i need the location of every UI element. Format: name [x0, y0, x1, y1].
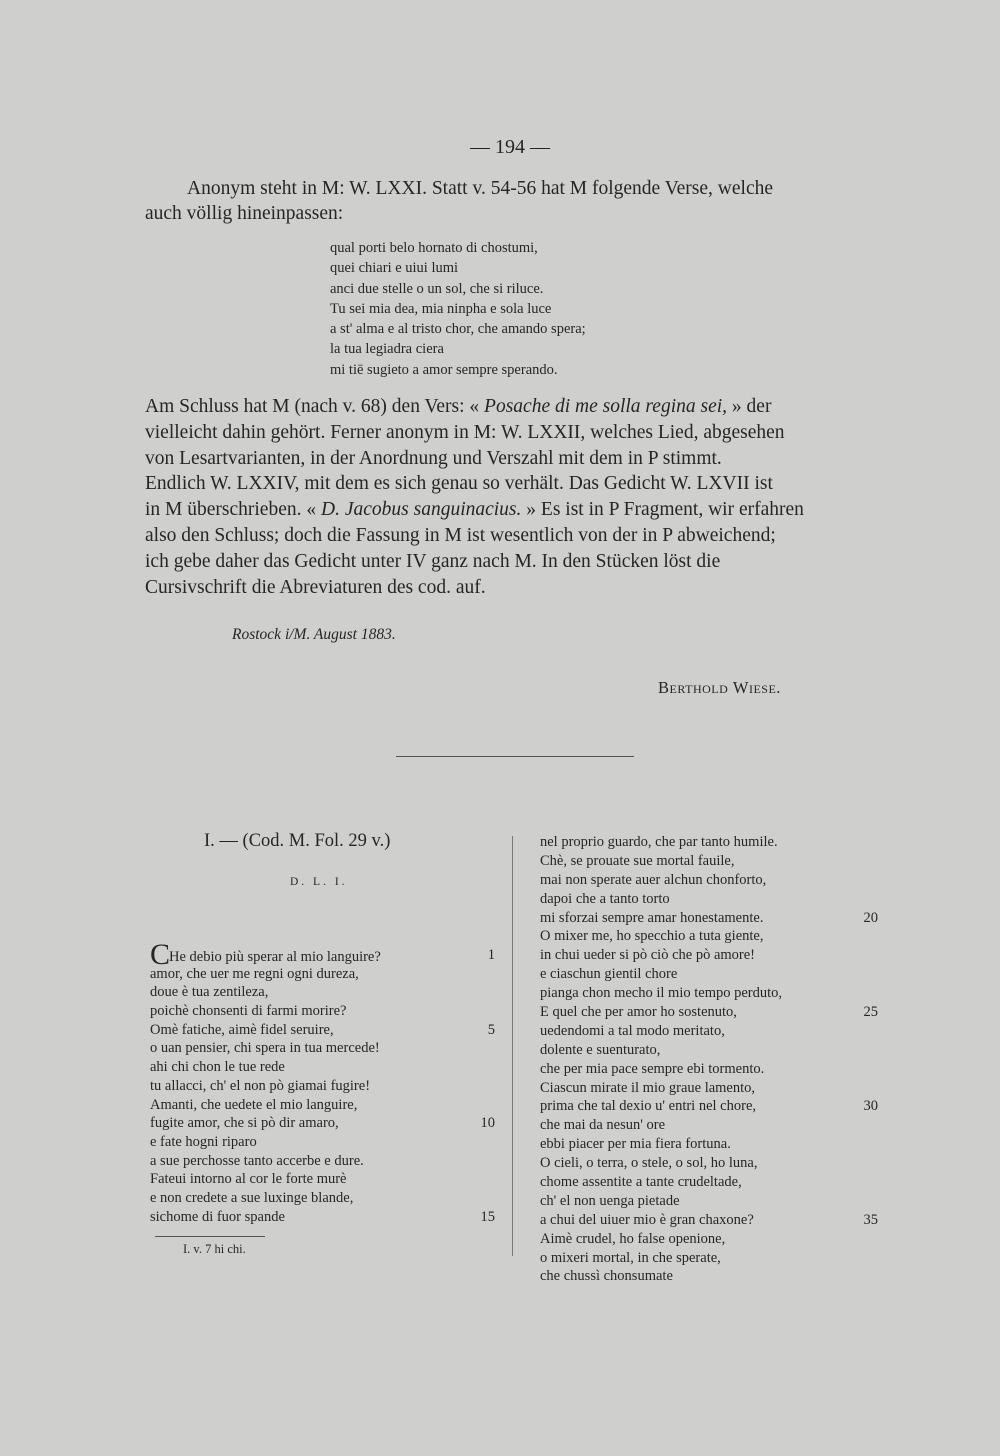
poem-line: [540, 1003, 880, 1022]
poem-line-text: poichè chonsenti di farmi morire?: [150, 1003, 347, 1020]
line-number: 20: [863, 909, 878, 926]
poem-line-text: pianga chon mecho il mio tempo perduto,: [540, 985, 783, 1002]
line-number: 1: [487, 947, 495, 963]
section-divider: [396, 756, 634, 757]
poem-line-text: Omè fatiche, aimè fidel seruire,: [150, 1021, 334, 1038]
poem-line-text: dapoi che a tanto torto: [540, 890, 670, 907]
poem-line: [150, 1021, 495, 1040]
page-number: — 194 —: [470, 136, 550, 158]
poem-line-text: e ciaschun gientil chore: [540, 966, 678, 983]
poem-line-text: ebbi piacer per mia fiera fortuna.: [540, 1136, 731, 1153]
commentary-line: also den Schluss; doch die Fassung in M ist wesentlich von der in P abweichend;: [145, 524, 776, 546]
poem-line-text: a chui del uiuer mio è gran chaxone?: [540, 1211, 754, 1228]
poem-line: [540, 927, 880, 946]
quoted-verse-line: anci due stelle o un sol, che si riluce.: [330, 280, 544, 297]
poem-line: [540, 890, 880, 909]
poem-line: [150, 1208, 495, 1227]
poem-right-column: [540, 833, 880, 1286]
poem-line: [540, 984, 880, 1003]
poem-line: [150, 965, 495, 984]
signature: [658, 678, 781, 698]
poem-line: [150, 1039, 495, 1058]
poem-line: [540, 1211, 880, 1230]
poem-line: [540, 871, 880, 890]
poem-line-text: dolente e suenturato,: [540, 1041, 661, 1058]
poem-line: [540, 1230, 880, 1249]
poem-subtitle: D. L. I.: [290, 876, 348, 888]
quoted-verse-line: Tu sei mia dea, mia ninpha e sola luce: [330, 300, 552, 317]
poem-left-column: [150, 938, 495, 1226]
text-run: » der: [727, 396, 772, 417]
poem-line-text: in chui ueder si pò ciò che pò amore!: [540, 947, 756, 964]
poem-line-text: uedendomi a tal modo meritato,: [540, 1022, 725, 1039]
quoted-verses: [330, 238, 750, 380]
poem-line-text: amor, che uer me regni ogni dureza,: [150, 965, 359, 982]
poem-line-text: doue è tua zentileza,: [150, 984, 269, 1001]
commentary-line: ich gebe daher das Gedicht unter IV ganz nach M. In den Stücken löst die: [145, 550, 721, 572]
poem-line-text: He debio più sperar al mio languire?: [169, 949, 381, 965]
author-last-name: Wiese.: [732, 678, 781, 697]
poem-line-text: O mixer me, ho specchio a tuta giente,: [540, 928, 764, 945]
poem-line-text: e fate hogni riparo: [150, 1133, 257, 1150]
poem-line-text: mai non sperate auer alchun chonforto,: [540, 871, 767, 888]
italic-quote: D. Jacobus sanguinacius.: [321, 499, 522, 521]
poem-line-text: fugite amor, che si pò dir amaro,: [150, 1115, 339, 1132]
poem-line-text: tu allacci, ch' el non pò giamai fugire!: [150, 1077, 371, 1094]
commentary-line: [145, 497, 885, 523]
poem-line: [540, 1154, 880, 1173]
line-number: 15: [480, 1208, 495, 1225]
line-number: 25: [863, 1004, 878, 1021]
poem-line: [540, 1116, 880, 1135]
quoted-verse-line: qual porti belo hornato di chostumi,: [330, 240, 538, 256]
quoted-verse-line: la tua legiadra ciera: [330, 341, 444, 358]
quoted-verse-line: mi tiē sugieto a amor sempre sperando.: [330, 361, 558, 378]
drop-capital: C: [150, 938, 171, 971]
poem-line-text: Aimè crudel, ho false openione,: [540, 1230, 726, 1247]
poem-line-text: mi sforzai sempre amar honestamente.: [540, 909, 764, 926]
commentary-line: vielleicht dahin gehört. Ferner anonym in M: W. LXXII, welches Lied, abgesehen: [145, 421, 785, 443]
poem-line: [150, 1189, 495, 1208]
line-number: 10: [480, 1115, 495, 1132]
italic-quote: Posache di me solla regina sei,: [484, 396, 728, 417]
poem-line: [540, 1249, 880, 1268]
intro-line-1: Anonym steht in M: W. LXXI. Statt v. 54-56 hat M folgende Verse, welche: [187, 178, 773, 199]
poem-line: [540, 1097, 880, 1116]
quoted-verse-line: a st' alma e al tristo chor, che amando spera;: [330, 321, 586, 338]
poem-line: [540, 833, 880, 852]
poem-line-text: ch' el non uenga pietade: [540, 1192, 680, 1209]
poem-line: [540, 1135, 880, 1154]
commentary-line: von Lesartvarianten, in der Anordnung und Verszahl mit dem in P stimmt.: [145, 447, 722, 469]
poem-line-text: chome assentite a tante crudeltade,: [540, 1174, 742, 1191]
intro-line-2: auch völlig hineinpassen:: [145, 203, 344, 224]
poem-line-text: Fateui intorno al cor le forte murè: [150, 1171, 347, 1188]
poem-line-text: a sue perchosse tanto accerbe e dure.: [150, 1152, 364, 1169]
text-run: in M überschrieben. «: [145, 499, 321, 521]
poem-line-text: prima che tal dexio u' entri nel chore,: [540, 1098, 756, 1115]
commentary-paragraph: [145, 394, 885, 600]
poem-line-text: Chè, se prouate sue mortal fauile,: [540, 852, 735, 869]
poem-line: [150, 1002, 495, 1021]
poem-line: [150, 983, 495, 1002]
poem-line-text: che per mia pace sempre ebi tormento.: [540, 1060, 765, 1077]
footnote: I. v. 7 hi chi.: [183, 1242, 246, 1256]
quoted-verse-line: quei chiari e uiui lumi: [330, 260, 459, 277]
poem-line: [150, 1058, 495, 1077]
author-first-name: Berthold: [658, 678, 729, 697]
poem-line: [150, 1152, 495, 1171]
poem-line: [540, 1173, 880, 1192]
poem-line: [540, 1079, 880, 1098]
poem-line: [540, 909, 880, 928]
poem-line-text: o mixeri mortal, in che sperate,: [540, 1249, 721, 1266]
text-run: » Es ist in P Fragment, wir erfahren: [521, 499, 804, 521]
poem-line-text: Amanti, che uedete el mio languire,: [150, 1096, 358, 1113]
poem-line: [540, 1022, 880, 1041]
poem-line: [150, 938, 495, 971]
line-number: 30: [863, 1098, 878, 1115]
poem-line-text: o uan pensier, chi spera in tua mercede!: [150, 1040, 380, 1057]
poem-line: [540, 946, 880, 965]
commentary-line: Cursivschrift die Abreviaturen des cod. auf.: [145, 576, 486, 598]
poem-line: [150, 1133, 495, 1152]
poem-line: [540, 852, 880, 871]
poem-line: [540, 1041, 880, 1060]
place-date: Rostock i/M. August 1883.: [232, 626, 396, 643]
poem-line: [150, 1170, 495, 1189]
poem-line-text: che chussì chonsumate: [540, 1268, 673, 1285]
poem-line-text: sichome di fuor spande: [150, 1208, 285, 1225]
poem-line-text: O cieli, o terra, o stele, o sol, ho luna,: [540, 1155, 758, 1172]
poem-line: [540, 1060, 880, 1079]
poem-line-text: Ciascun mirate il mio graue lamento,: [540, 1079, 756, 1096]
text-run: Am Schluss hat M (nach v. 68) den Vers: «: [145, 396, 485, 417]
footnote-rule: [155, 1236, 265, 1237]
poem-line: [540, 1192, 880, 1211]
column-divider: [512, 836, 513, 1256]
poem-line: [150, 1114, 495, 1133]
poem-line-text: nel proprio guardo, che par tanto humile.: [540, 834, 778, 850]
commentary-line: Endlich W. LXXIV, mit dem es sich genau so verhält. Das Gedicht W. LXVII ist: [145, 473, 773, 495]
poem-line: [150, 1077, 495, 1096]
line-number: 35: [863, 1211, 878, 1228]
poem-line-text: E quel che per amor ho sostenuto,: [540, 1004, 737, 1021]
poem-line-text: che mai da nesun' ore: [540, 1117, 666, 1134]
poem-line: [150, 1096, 495, 1115]
line-number: 5: [487, 1021, 495, 1038]
commentary-line: [145, 394, 885, 420]
poem-line-text: e non credete a sue luxinge blande,: [150, 1189, 354, 1206]
poem-line: [540, 1267, 880, 1286]
poem-title: I. — (Cod. M. Fol. 29 v.): [204, 831, 391, 851]
intro-paragraph: [145, 176, 885, 226]
poem-line-text: ahi chi chon le tue rede: [150, 1059, 285, 1076]
poem-line: [540, 965, 880, 984]
